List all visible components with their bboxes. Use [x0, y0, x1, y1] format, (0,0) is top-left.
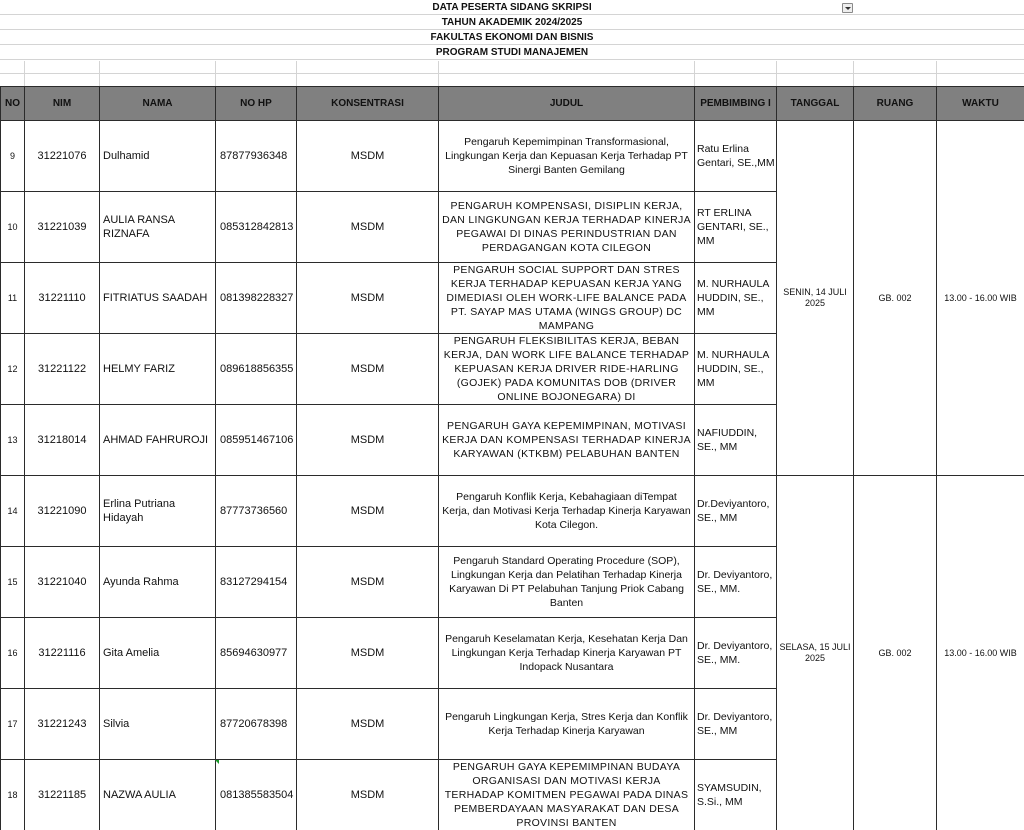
col-header-konsentrasi[interactable]: KONSENTRASI	[297, 87, 439, 121]
cell-waktu[interactable]: 13.00 - 16.00 WIB	[937, 476, 1024, 830]
cell-nama[interactable]: Dulhamid	[100, 121, 216, 192]
cell-nim[interactable]: 31221040	[25, 547, 100, 618]
cell-comment-marker-icon	[215, 760, 219, 764]
cell-hp[interactable]: 87877936348	[216, 121, 297, 192]
col-header-pembimbing[interactable]: PEMBIMBING I	[695, 87, 777, 121]
gridline	[99, 61, 100, 87]
col-header-ruang[interactable]: RUANG	[854, 87, 937, 121]
cell-ruang[interactable]: GB. 002	[854, 121, 937, 476]
cell-nim[interactable]: 31221076	[25, 121, 100, 192]
gridline	[24, 61, 25, 87]
table-row	[1, 121, 1024, 192]
participants-table	[0, 86, 1024, 830]
cell-judul[interactable]: Pengaruh Standard Operating Procedure (SOP), Lingkungan Kerja dan Pelatihan Terhadap Kinerja Karyawan Di PT Pelabuhan Tanjung Priok Cabang Banten	[439, 547, 695, 618]
cell-konsentrasi[interactable]: MSDM	[297, 689, 439, 760]
title-line-1	[0, 0, 1024, 15]
col-header-hp[interactable]: NO HP	[216, 87, 297, 121]
cell-hp[interactable]: 085951467106	[216, 405, 297, 476]
cell-nim[interactable]: 31218014	[25, 405, 100, 476]
cell-konsentrasi[interactable]: MSDM	[297, 263, 439, 334]
cell-hp[interactable]: 081385583504	[216, 760, 297, 830]
gridline	[776, 61, 777, 87]
cell-pembimbing[interactable]: Dr. Deviyantoro, SE., MM	[695, 689, 777, 760]
col-header-nim[interactable]: NIM	[25, 87, 100, 121]
cell-ruang[interactable]: GB. 002	[854, 476, 937, 830]
cell-judul[interactable]: Pengaruh Kepemimpinan Transformasional, Lingkungan Kerja dan Kepuasan Kerja Terhadap PT Sinergi Banten Gemilang	[439, 121, 695, 192]
cell-nama[interactable]: NAZWA AULIA	[100, 760, 216, 830]
gridline	[694, 61, 695, 87]
cell-no[interactable]: 18	[1, 760, 25, 830]
cell-nim[interactable]: 31221110	[25, 263, 100, 334]
dropdown-arrow-icon[interactable]	[842, 3, 853, 13]
cell-nama[interactable]: Silvia	[100, 689, 216, 760]
cell-no[interactable]: 9	[1, 121, 25, 192]
title-line-4	[0, 45, 1024, 60]
cell-nim[interactable]: 31221122	[25, 334, 100, 405]
cell-judul[interactable]: PENGARUH GAYA KEPEMIMPINAN BUDAYA ORGANISASI DAN MOTIVASI KERJA TERHADAP KOMITMEN PEGAWAI PADA DINAS PEMBERDAYAAN MASYARAKAT DAN DESA PROVINSI BANTEN	[439, 760, 695, 830]
cell-konsentrasi[interactable]: MSDM	[297, 334, 439, 405]
cell-judul[interactable]: Pengaruh Lingkungan Kerja, Stres Kerja dan Konflik Kerja Terhadap Kinerja Karyawan	[439, 689, 695, 760]
cell-pembimbing[interactable]: Ratu Erlina Gentari, SE.,MM	[695, 121, 777, 192]
cell-pembimbing[interactable]: NAFIUDDIN, SE., MM	[695, 405, 777, 476]
cell-judul[interactable]: Pengaruh Konflik Kerja, Kebahagiaan diTempat Kerja, dan Motivasi Kerja Terhadap Kinerja Karyawan Kota Cilegon.	[439, 476, 695, 547]
cell-pembimbing[interactable]: Dr.Deviyantoro, SE., MM	[695, 476, 777, 547]
cell-tanggal[interactable]: SENIN, 14 JULI 2025	[777, 121, 854, 476]
cell-no[interactable]: 16	[1, 618, 25, 689]
title-line-3	[0, 30, 1024, 45]
cell-nim[interactable]: 31221185	[25, 760, 100, 830]
cell-konsentrasi[interactable]: MSDM	[297, 192, 439, 263]
cell-no[interactable]: 10	[1, 192, 25, 263]
cell-pembimbing[interactable]: Dr. Deviyantoro, SE., MM.	[695, 547, 777, 618]
col-header-judul[interactable]: JUDUL	[439, 87, 695, 121]
gridline	[936, 61, 937, 87]
report-title: DATA PESERTA SIDANG SKRIPSI	[432, 2, 592, 13]
cell-judul[interactable]: Pengaruh Keselamatan Kerja, Kesehatan Kerja Dan Lingkungan Kerja Terhadap Kinerja Karyawan PT Indopack Nusantara	[439, 618, 695, 689]
cell-nama[interactable]: Erlina Putriana Hidayah	[100, 476, 216, 547]
cell-nama[interactable]: AULIA RANSA RIZNAFA	[100, 192, 216, 263]
gridline	[296, 61, 297, 87]
blank-row[interactable]	[0, 60, 1024, 74]
cell-hp[interactable]: 87720678398	[216, 689, 297, 760]
col-header-waktu[interactable]: WAKTU	[937, 87, 1024, 121]
cell-nama[interactable]: FITRIATUS SAADAH	[100, 263, 216, 334]
academic-year: TAHUN AKADEMIK 2024/2025	[441, 17, 583, 28]
cell-nama[interactable]: Ayunda Rahma	[100, 547, 216, 618]
cell-nama[interactable]: HELMY FARIZ	[100, 334, 216, 405]
cell-judul[interactable]: PENGARUH SOCIAL SUPPORT DAN STRES KERJA TERHADAP KEPUASAN KERJA YANG DIMEDIASI OLEH WORK-LIFE BALANCE PADA PT. SAYAP MAS UTAMA (WINGS GROUP) DC MAMPANG	[439, 263, 695, 334]
cell-no[interactable]: 14	[1, 476, 25, 547]
cell-no[interactable]: 12	[1, 334, 25, 405]
cell-hp[interactable]: 87773736560	[216, 476, 297, 547]
cell-konsentrasi[interactable]: MSDM	[297, 547, 439, 618]
cell-pembimbing[interactable]: SYAMSUDIN, S.Si., MM	[695, 760, 777, 830]
cell-no[interactable]: 11	[1, 263, 25, 334]
gridline	[438, 61, 439, 87]
cell-konsentrasi[interactable]: MSDM	[297, 618, 439, 689]
cell-pembimbing[interactable]: RT ERLINA GENTARI, SE., MM	[695, 192, 777, 263]
cell-pembimbing[interactable]: Dr. Deviyantoro, SE., MM.	[695, 618, 777, 689]
cell-no[interactable]: 13	[1, 405, 25, 476]
table-row	[1, 476, 1024, 547]
cell-konsentrasi[interactable]: MSDM	[297, 405, 439, 476]
cell-no[interactable]: 17	[1, 689, 25, 760]
table-header-row	[1, 87, 1024, 121]
cell-konsentrasi[interactable]: MSDM	[297, 121, 439, 192]
col-header-nama[interactable]: NAMA	[100, 87, 216, 121]
cell-hp[interactable]: 081398228327	[216, 263, 297, 334]
cell-nim[interactable]: 31221243	[25, 689, 100, 760]
cell-judul[interactable]: PENGARUH KOMPENSASI, DISIPLIN KERJA, DAN LINGKUNGAN KERJA TERHADAP KINERJA PEGAWAI DI DINAS PERINDUSTRIAN DAN PERDAGANGAN KOTA CILEGON	[439, 192, 695, 263]
cell-hp[interactable]: 089618856355	[216, 334, 297, 405]
cell-nama[interactable]: Gita Amelia	[100, 618, 216, 689]
title-line-2	[0, 15, 1024, 30]
cell-no[interactable]: 15	[1, 547, 25, 618]
cell-pembimbing[interactable]: M. NURHAULA HUDDIN, SE., MM	[695, 263, 777, 334]
col-header-tanggal[interactable]: TANGGAL	[777, 87, 854, 121]
cell-judul[interactable]: PENGARUH GAYA KEPEMIMPINAN, MOTIVASI KERJA DAN KOMPENSASI TERHADAP KINERJA KARYAWAN (KTKBM) PELABUHAN BANTEN	[439, 405, 695, 476]
cell-tanggal[interactable]: SELASA, 15 JULI 2025	[777, 476, 854, 830]
study-program: PROGRAM STUDI MANAJEMEN	[435, 47, 589, 58]
gridline	[853, 61, 854, 87]
cell-konsentrasi[interactable]: MSDM	[297, 476, 439, 547]
col-header-no[interactable]: NO	[1, 87, 25, 121]
cell-hp[interactable]: 085312842813	[216, 192, 297, 263]
cell-nama[interactable]: AHMAD FAHRUROJI	[100, 405, 216, 476]
cell-waktu[interactable]: 13.00 - 16.00 WIB	[937, 121, 1024, 476]
faculty-name: FAKULTAS EKONOMI DAN BISNIS	[430, 32, 594, 43]
cell-judul[interactable]: PENGARUH FLEKSIBILITAS KERJA, BEBAN KERJA, DAN WORK LIFE BALANCE TERHADAP KEPUASAN KERJA DRIVER RIDE-HARLING (GOJEK) PADA KOMUNITAS DOB (DRIVER ONLINE BOJONEGARA) DI	[439, 334, 695, 405]
cell-nim[interactable]: 31221039	[25, 192, 100, 263]
cell-nim[interactable]: 31221090	[25, 476, 100, 547]
gridline	[215, 61, 216, 87]
cell-pembimbing[interactable]: M. NURHAULA HUDDIN, SE., MM	[695, 334, 777, 405]
cell-nim[interactable]: 31221116	[25, 618, 100, 689]
cell-konsentrasi[interactable]: MSDM	[297, 760, 439, 830]
cell-hp[interactable]: 85694630977	[216, 618, 297, 689]
cell-hp[interactable]: 83127294154	[216, 547, 297, 618]
